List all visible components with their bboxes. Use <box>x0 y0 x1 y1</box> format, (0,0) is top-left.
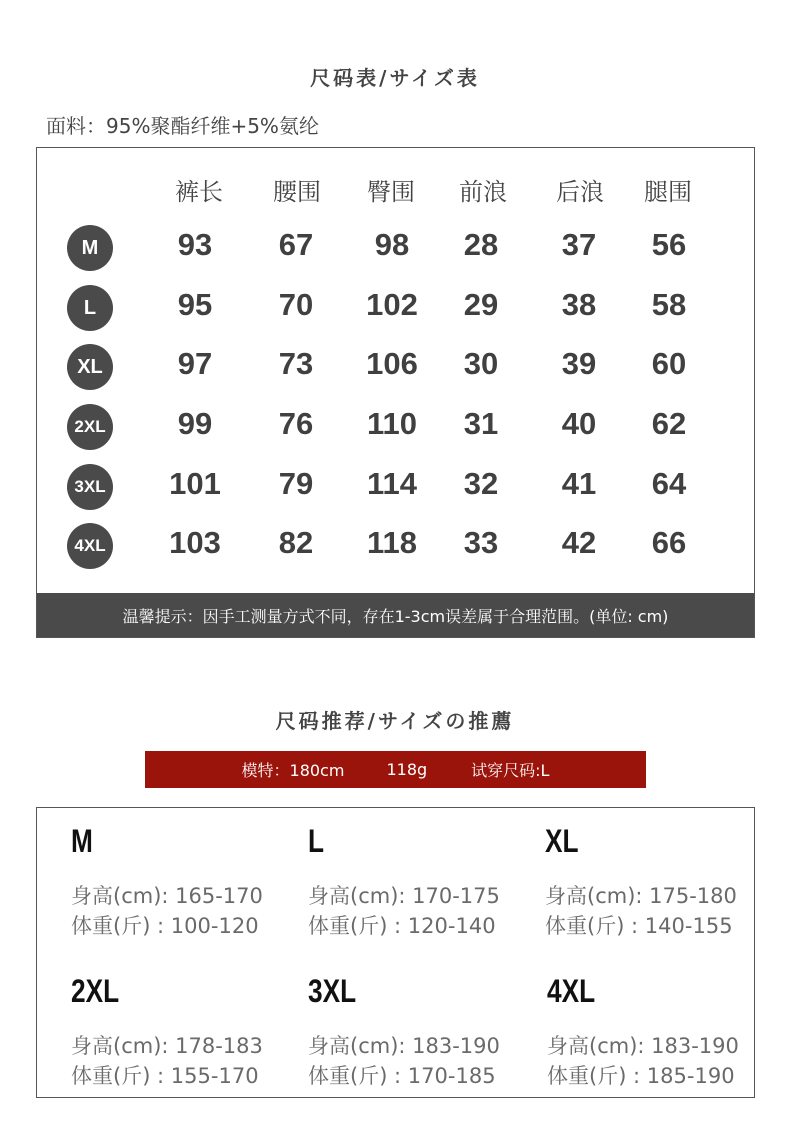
table-cell: 95 <box>177 287 213 322</box>
table-cell: 70 <box>278 287 314 322</box>
table-cell: 93 <box>177 227 213 262</box>
rec-item-4xl <box>547 971 767 1091</box>
table-cell: 62 <box>651 406 687 441</box>
size-table <box>36 147 755 638</box>
model-info-bar <box>145 751 646 788</box>
material-info: 面料：95%聚酯纤维+5%氨纶 <box>46 114 319 138</box>
table-cell: 76 <box>278 406 314 441</box>
table-cell: 118 <box>366 525 417 560</box>
size-badge: 3XL <box>67 464 113 510</box>
model-weight: 118g <box>386 760 428 779</box>
rec-weight: 体重(斤) : 185-190 <box>547 1064 735 1088</box>
rec-size-label: 2XL <box>71 973 120 1009</box>
table-row <box>37 283 754 333</box>
rec-weight: 体重(斤) : 155-170 <box>71 1064 259 1088</box>
rec-height: 身高(cm): 178-183 <box>71 1034 263 1058</box>
table-cell: 67 <box>278 227 314 262</box>
rec-size-label: 4XL <box>547 973 596 1009</box>
table-cell: 82 <box>278 525 314 560</box>
table-cell: 102 <box>366 287 418 322</box>
model-height: 模特：180cm <box>241 761 345 780</box>
size-badge: XL <box>67 344 113 390</box>
model-fit-size: 试穿尺码:L <box>471 761 550 780</box>
table-cell: 66 <box>651 525 687 560</box>
table-cell: 73 <box>278 346 314 381</box>
header-length: 裤长 <box>175 178 223 206</box>
header-back-rise: 后浪 <box>556 178 604 206</box>
table-cell: 42 <box>561 525 597 560</box>
size-badge: 2XL <box>67 404 113 450</box>
rec-size-label: XL <box>545 823 579 859</box>
table-row <box>37 462 754 512</box>
rec-weight: 体重(斤) : 100-120 <box>71 914 259 938</box>
table-cell: 106 <box>366 346 418 381</box>
recommendation-box <box>36 807 755 1098</box>
table-cell: 114 <box>366 466 417 501</box>
header-waist: 腰围 <box>273 178 321 206</box>
table-row <box>37 223 754 273</box>
table-row <box>37 521 754 571</box>
table-cell: 110 <box>366 406 417 441</box>
table-cell: 30 <box>463 346 499 381</box>
header-thigh: 腿围 <box>644 178 692 206</box>
rec-item-3xl <box>308 971 528 1091</box>
table-cell: 40 <box>561 406 597 441</box>
table-cell: 60 <box>651 346 687 381</box>
size-badge: M <box>67 225 113 271</box>
header-front-rise: 前浪 <box>459 178 507 206</box>
header-hip: 臀围 <box>367 178 415 206</box>
rec-size-label: L <box>308 823 325 859</box>
table-cell: 38 <box>561 287 597 322</box>
table-cell: 29 <box>463 287 499 322</box>
table-cell: 64 <box>651 466 687 501</box>
rec-item-l <box>308 821 528 941</box>
rec-height: 身高(cm): 165-170 <box>71 884 263 908</box>
size-chart-title: 尺码表/サイズ表 <box>310 66 480 90</box>
rec-height: 身高(cm): 183-190 <box>547 1034 739 1058</box>
table-cell: 33 <box>463 525 499 560</box>
table-row <box>37 342 754 392</box>
rec-height: 身高(cm): 170-175 <box>308 884 500 908</box>
recommendation-title: 尺码推荐/サイズの推薦 <box>275 709 515 733</box>
table-cell: 97 <box>177 346 213 381</box>
rec-item-m <box>71 821 291 941</box>
table-cell: 28 <box>463 227 499 262</box>
rec-height: 身高(cm): 183-190 <box>308 1034 500 1058</box>
table-cell: 58 <box>651 287 687 322</box>
table-row <box>37 402 754 452</box>
table-cell: 37 <box>561 227 597 262</box>
measurement-note: 温馨提示：因手工测量方式不同，存在1-3cm误差属于合理范围。(单位: cm) <box>37 593 754 637</box>
table-cell: 79 <box>278 466 314 501</box>
table-cell: 31 <box>463 406 499 441</box>
table-cell: 39 <box>561 346 597 381</box>
table-cell: 99 <box>177 406 213 441</box>
table-cell: 41 <box>561 466 597 501</box>
table-cell: 56 <box>651 227 687 262</box>
table-cell: 98 <box>374 227 410 262</box>
table-cell: 103 <box>169 525 221 560</box>
rec-weight: 体重(斤) : 120-140 <box>308 914 496 938</box>
table-cell: 101 <box>169 466 221 501</box>
rec-item-2xl <box>71 971 291 1091</box>
rec-size-label: M <box>71 823 93 859</box>
size-badge: 4XL <box>67 523 113 569</box>
rec-item-xl <box>545 821 765 941</box>
rec-weight: 体重(斤) : 170-185 <box>308 1064 496 1088</box>
size-badge: L <box>67 285 113 331</box>
table-cell: 32 <box>463 466 499 501</box>
rec-height: 身高(cm): 175-180 <box>545 884 737 908</box>
rec-weight: 体重(斤) : 140-155 <box>545 914 733 938</box>
rec-size-label: 3XL <box>308 973 357 1009</box>
